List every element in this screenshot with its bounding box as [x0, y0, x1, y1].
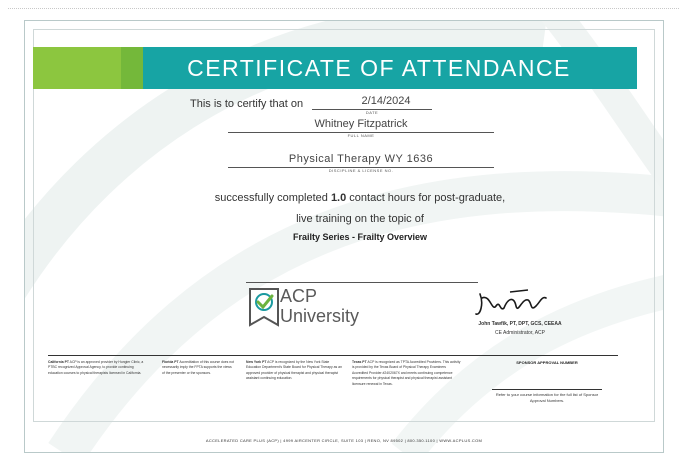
discipline-label: DISCIPLINE & LICENSE NO.: [328, 168, 394, 173]
completion-prefix: successfully completed: [214, 192, 331, 204]
footer-california-note: [48, 360, 148, 376]
discipline-value: Physical Therapy WY 1636: [288, 153, 434, 165]
footer-florida-note: [162, 360, 234, 376]
training-statement: live training on the topic of: [296, 213, 424, 225]
footer-texas-note: [352, 360, 462, 387]
california-text: ACP is an approved provider by Hungier Clinic, a PTBC recognized Approval Agency, to provide continuing education courses to physical therapists licensed in California.: [48, 360, 144, 375]
signature-image: [470, 284, 550, 324]
newyork-text: ACP is recognized by the New York State Education Department's State Board for Physical Therapy as an approved provider of physical therapist and physical therapist assistant continuing education.: [246, 360, 342, 381]
sponsor-approval-note: Refer to your course information for the full list of Sponsor Approval Numbers.: [495, 392, 599, 403]
logo-divider: [246, 282, 478, 283]
texas-text: ACP is recognized as TPTA Accredited Providers. This activity is provided by the Texas Board of Physical Therapy Examiners Accredited Provider #2402067X and meets continuing competence requirements for physical therapist and physical therapist assistant licensure renewal in Texas.: [352, 360, 461, 386]
sponsor-approval-title: SPONSOR APPROVAL NUMBER: [516, 360, 578, 365]
completion-statement: [120, 192, 600, 204]
texas-label: Texas PT: [352, 360, 367, 364]
florida-text: Accreditation of this course does not necessarily imply the FPTA supports the views of the presenter or the sponsors.: [162, 360, 234, 375]
footer-newyork-note: [246, 360, 342, 382]
logo-university-text: University: [280, 306, 360, 326]
course-title: Frailty Series - Frailty Overview: [292, 232, 428, 242]
certificate-title: CERTIFICATE OF ATTENDANCE: [187, 55, 571, 81]
contact-hours: 1.0: [330, 192, 347, 204]
completion-suffix: contact hours for post-graduate,: [346, 192, 506, 204]
california-label: California PT: [48, 360, 69, 364]
date-value: 2/14/2024: [361, 95, 411, 107]
certify-text: This is to certify that on: [190, 98, 304, 110]
signer-name: John Tawfik, PT, DPT, GCS, CEEAA: [478, 321, 562, 327]
logo-acp-text: ACP: [280, 286, 318, 306]
company-address: ACCELERATED CARE PLUS (ACP) | 4999 AIRCENTER CIRCLE, SUITE 103 | RENO, NV 89502 | 800.350.1100 | WWW.ACPLUS.COM: [205, 438, 483, 443]
florida-label: Florida PT: [162, 360, 179, 364]
signer-title: CE Administrator, ACP: [494, 330, 546, 336]
footer-divider: [48, 355, 618, 356]
sponsor-approval-line: [492, 389, 602, 390]
title-banner: [33, 47, 637, 89]
top-dotted-rule: [8, 8, 679, 9]
full-name-label: FULL NAME: [347, 133, 375, 138]
date-label: DATE: [365, 110, 379, 115]
newyork-label: New York PT: [246, 360, 267, 364]
full-name-value: Whitney Fitzpatrick: [314, 118, 408, 130]
